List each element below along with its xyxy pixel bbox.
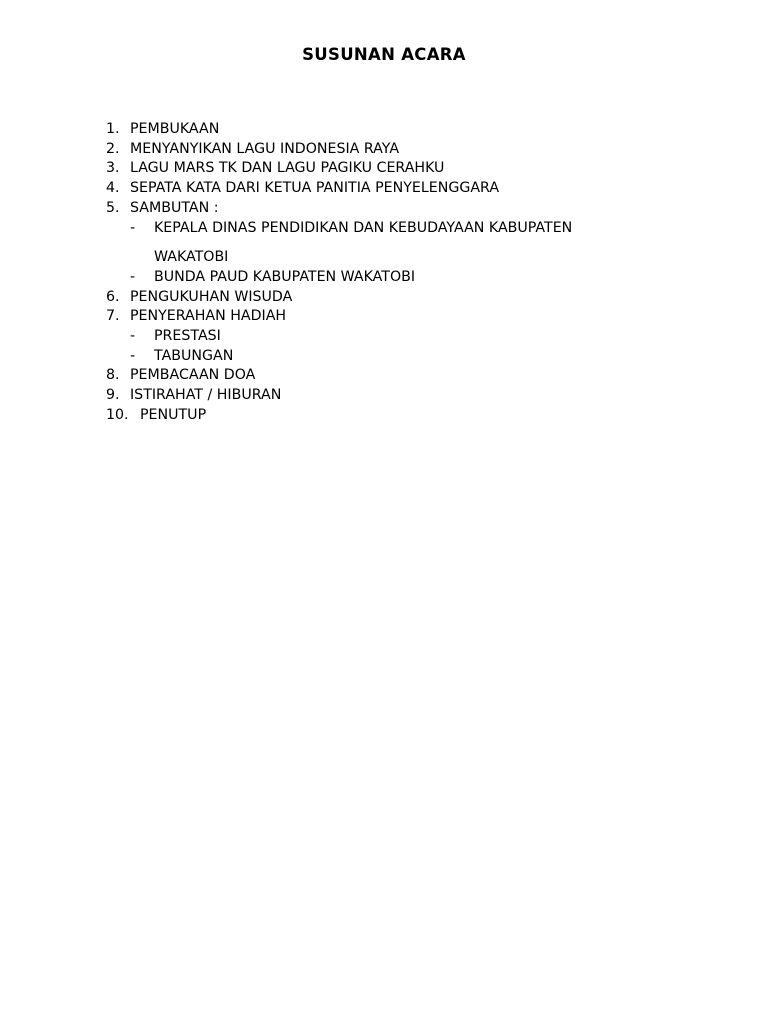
agenda-item-7 xyxy=(106,307,706,327)
agenda-list xyxy=(106,120,706,426)
sub-item-continuation xyxy=(106,248,706,268)
item-text: ISTIRAHAT / HIBURAN xyxy=(130,387,282,404)
sub-item-dash: - xyxy=(130,268,136,285)
sub-item-text: PRESTASI xyxy=(154,328,221,345)
item-text: SEPATA KATA DARI KETUA PANITIA PENYELENGGARA xyxy=(130,180,500,197)
item-text: PENUTUP xyxy=(140,406,207,423)
item-text: SAMBUTAN : xyxy=(130,199,219,216)
sub-item-text: BUNDA PAUD KABUPATEN WAKATOBI xyxy=(154,268,416,285)
item-number: 3. xyxy=(106,160,120,177)
sub-item-dash: - xyxy=(130,328,136,345)
item-number: 6. xyxy=(106,288,120,305)
item-text: LAGU MARS TK DAN LAGU PAGIKU CERAHKU xyxy=(130,160,445,177)
sub-item xyxy=(106,268,706,288)
item-text: MENYANYIKAN LAGU INDONESIA RAYA xyxy=(130,140,400,157)
agenda-item-3 xyxy=(106,159,706,179)
agenda-item-8 xyxy=(106,366,706,386)
sub-item-text: TABUNGAN xyxy=(154,347,234,364)
sub-item-dash: - xyxy=(130,347,136,364)
item-number: 2. xyxy=(106,140,120,157)
item-text: PENYERAHAN HADIAH xyxy=(130,308,287,325)
sub-item xyxy=(106,327,706,347)
item-text: PEMBACAAN DOA xyxy=(130,367,256,384)
item-number: 5. xyxy=(106,199,120,216)
item-number: 9. xyxy=(106,387,120,404)
page-title: SUSUNAN ACARA xyxy=(302,45,466,64)
item-number: 4. xyxy=(106,180,120,197)
agenda-item-1 xyxy=(106,120,706,140)
sub-item-dash: - xyxy=(130,219,136,236)
sub-item-text: KEPALA DINAS PENDIDIKAN DAN KEBUDAYAAN KABUPATEN xyxy=(154,219,573,236)
agenda-item-2 xyxy=(106,140,706,160)
item-number: 10. xyxy=(106,406,129,423)
item-number: 8. xyxy=(106,367,120,384)
item-number: 1. xyxy=(106,121,120,137)
sub-item xyxy=(106,219,706,239)
agenda-item-10 xyxy=(106,406,706,426)
item-text: PENGUKUHAN WISUDA xyxy=(130,288,293,305)
sub-item-cont-text: WAKATOBI xyxy=(154,249,229,266)
agenda-item-4 xyxy=(106,179,706,199)
sub-item xyxy=(106,347,706,367)
agenda-item-6 xyxy=(106,288,706,308)
agenda-item-9 xyxy=(106,386,706,406)
agenda-item-5 xyxy=(106,199,706,219)
item-text: PEMBUKAAN xyxy=(130,121,220,137)
item-number: 7. xyxy=(106,308,120,325)
